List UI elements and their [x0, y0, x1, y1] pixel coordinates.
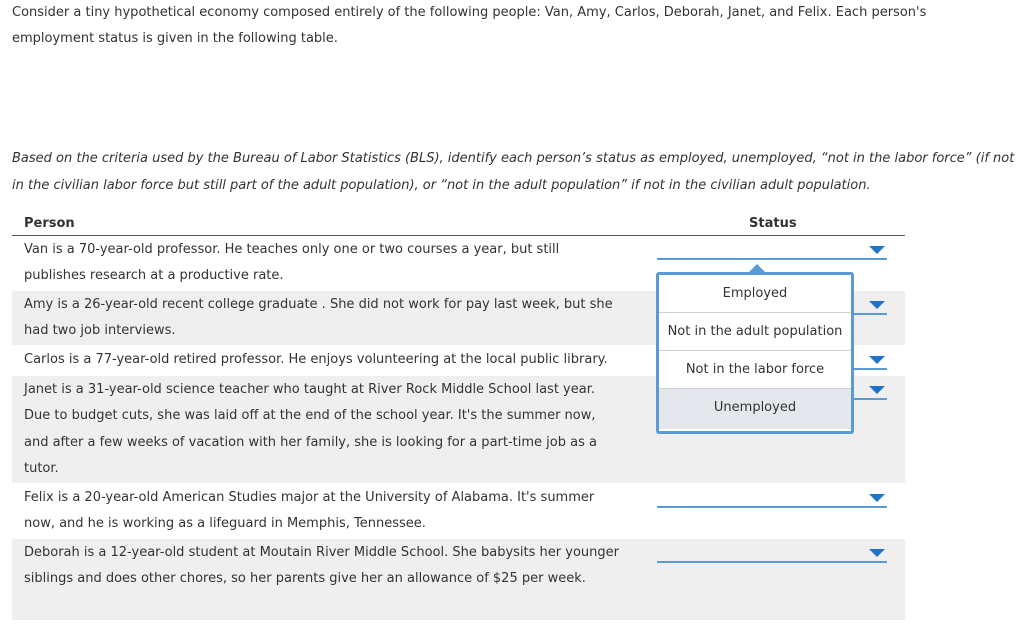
status-select-van[interactable] [657, 236, 887, 260]
chevron-down-icon [869, 356, 885, 364]
person-description-van: Van is a 70-year-old professor. He teaches only one or two courses a year, but still publishes research at a productive rate. [24, 242, 560, 284]
chevron-down-icon [869, 549, 885, 557]
column-header-person: Person [24, 216, 75, 231]
dropdown-pointer [749, 264, 765, 272]
person-description-amy: Amy is a 26-year-old recent college graduate . She did not work for pay last week, but she had two job interviews. [24, 297, 613, 339]
chevron-down-icon [869, 386, 885, 394]
person-description-carlos: Carlos is a 77-year-old retired professor. He enjoys volunteering at the local public library. [24, 352, 608, 367]
person-description-janet: Janet is a 31-year-old science teacher who taught at River Rock Middle School last year. Due to budget cuts, she was laid off at the end of the school year. It's the summer now, and after a few weeks of vacation with her family, she is looking for a part-time job as a tutor. [24, 382, 597, 477]
status-dropdown-menu [656, 272, 854, 434]
status-select-deborah[interactable] [657, 539, 887, 563]
intro-text: Consider a tiny hypothetical economy composed entirely of the following people: Van, Amy, Carlos, Deborah, Janet, and Felix. Each person's employment status is given in the following table. [12, 5, 927, 46]
option-unemployed[interactable]: Unemployed [659, 389, 851, 429]
person-description-deborah: Deborah is a 12-year-old student at Moutain River Middle School. She babysits her younger siblings and does other chores, so her parents give her an allowance of $25 per week. [24, 545, 619, 587]
chevron-down-icon [869, 301, 885, 309]
option-not-in-adult-population[interactable]: Not in the adult population [659, 313, 851, 351]
option-employed[interactable]: Employed [659, 275, 851, 313]
chevron-down-icon [869, 246, 885, 254]
instructions-text: Based on the criteria used by the Bureau of Labor Statistics (BLS), identify each person’s status as employed, unemployed, “not in the labor force” (if not in the civilian labor force but still part of the adult population), or “not in the adult population” if not in the civilian adult population. [12, 151, 1015, 193]
chevron-down-icon [869, 494, 885, 502]
column-header-status: Status [749, 216, 797, 231]
person-description-felix: Felix is a 20-year-old American Studies major at the University of Alabama. It's summer now, and he is working as a lifeguard in Memphis, Tennessee. [24, 490, 595, 532]
status-select-felix[interactable] [657, 484, 887, 508]
option-not-in-labor-force[interactable]: Not in the labor force [659, 351, 851, 389]
